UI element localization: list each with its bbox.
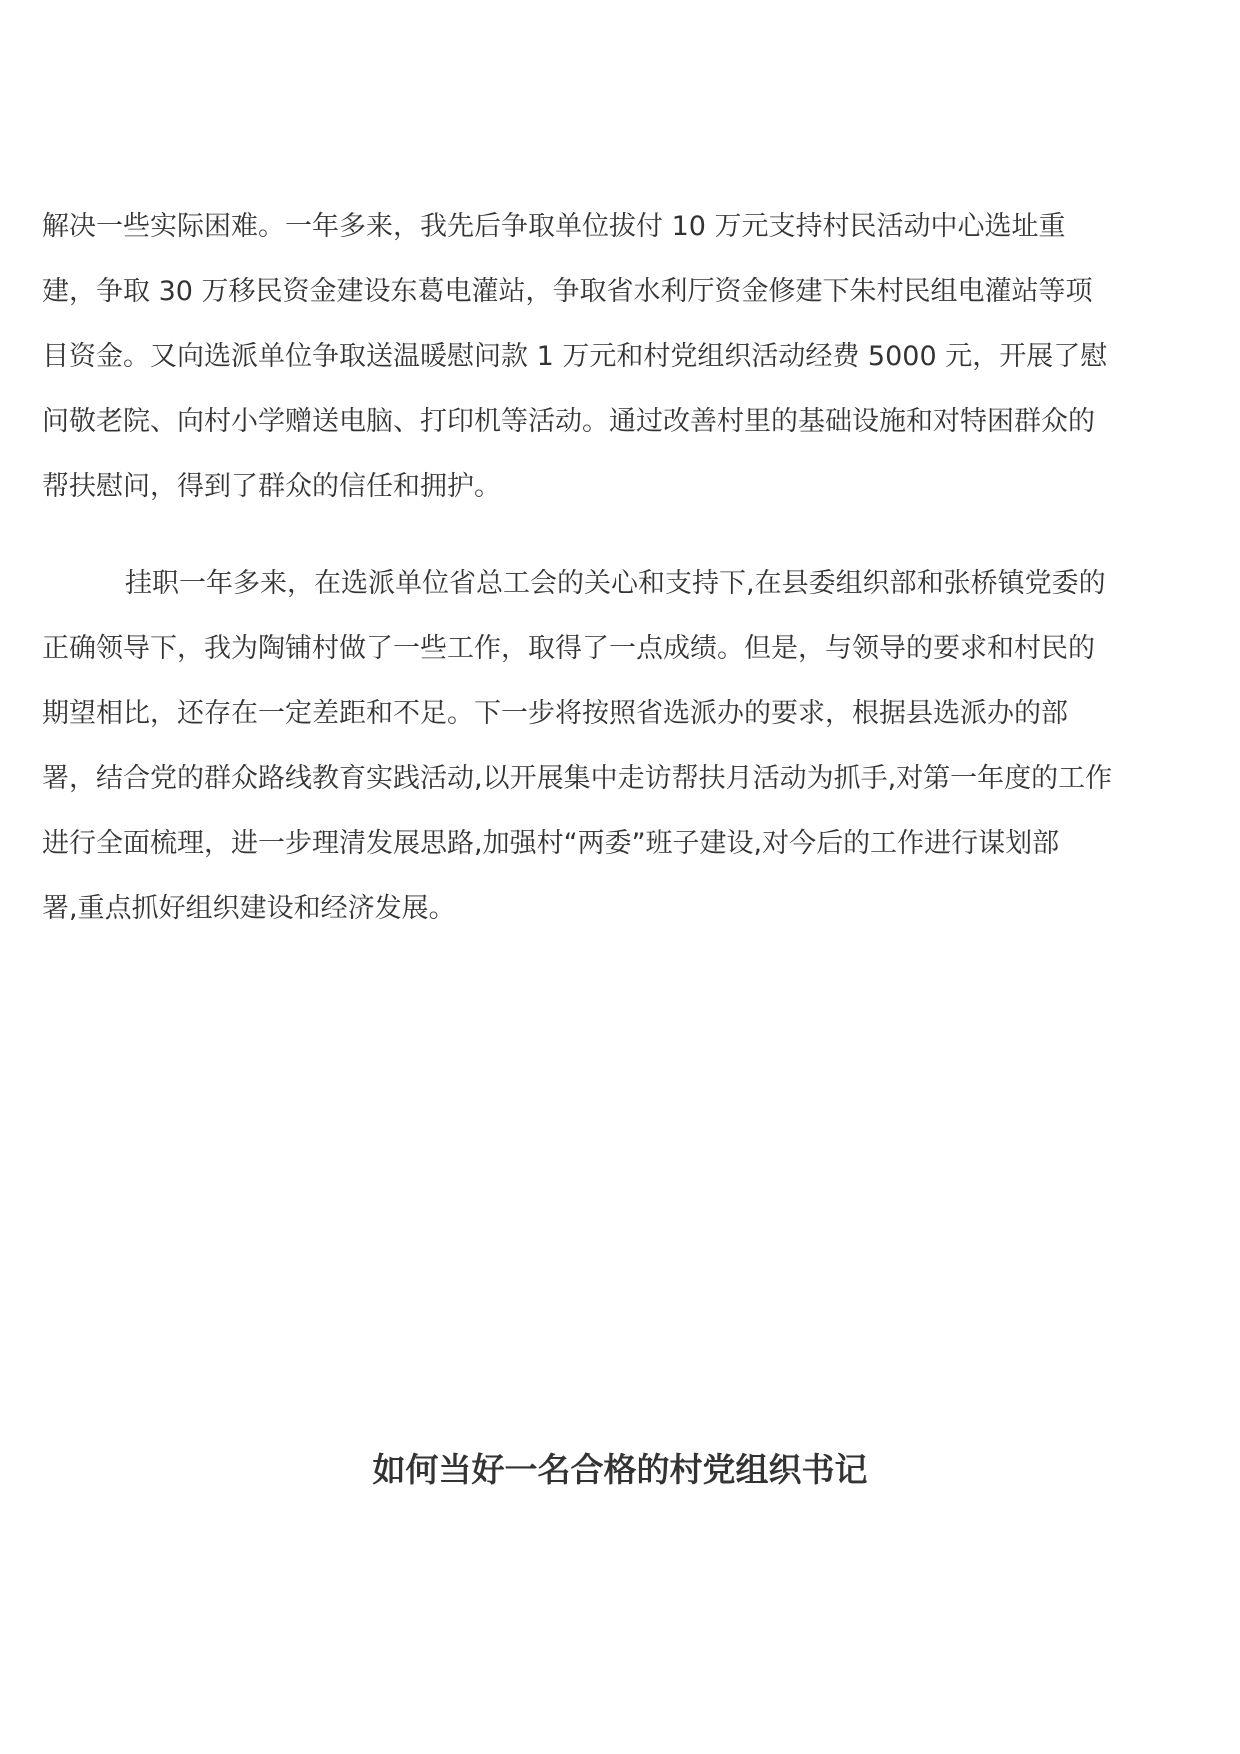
paragraph-line: 正确领导下，我为陶铺村做了一些工作，取得了一点成绩。但是，与领导的要求和村民的: [42, 633, 1095, 664]
paragraph-line: 帮扶慰问，得到了群众的信任和拥护。: [42, 471, 501, 502]
paragraph-line: 解决一些实际困难。一年多来，我先后争取单位拔付 10 万元支持村民活动中心选址重: [42, 211, 1066, 242]
paragraph-line: 问敬老院、向村小学赠送电脑、打印机等活动。通过改善村里的基础设施和对特困群众的: [42, 406, 1095, 437]
paragraph-line: 署,重点抓好组织建设和经济发展。: [42, 893, 456, 924]
paragraph-1: [42, 194, 1212, 519]
section-heading: 如何当好一名合格的村党组织书记: [372, 1450, 868, 1489]
paragraph-line: 挂职一年多来，在选派单位省总工会的关心和支持下,在县委组织部和张桥镇党委的: [125, 568, 1106, 599]
paragraph-line: 建，争取 30 万移民资金建设东葛电灌站，争取省水利厅资金修建下朱村民组电灌站等项: [42, 276, 1093, 307]
paragraph-line: 进行全面梳理，进一步理清发展思路,加强村“两委”班子建设,对今后的工作进行谋划部: [42, 828, 1060, 859]
paragraph-2: [42, 551, 1212, 941]
paragraph-line: 署，结合党的群众路线教育实践活动,以开展集中走访帮扶月活动为抓手,对第一年度的工作: [42, 763, 1113, 794]
paragraph-line: 目资金。又向选派单位争取送温暖慰问款 1 万元和村党组织活动经费 5000 元，开展了慰: [42, 341, 1108, 372]
paragraph-line: 期望相比，还存在一定差距和不足。下一步将按照省选派办的要求，根据县选派办的部: [42, 698, 1068, 729]
